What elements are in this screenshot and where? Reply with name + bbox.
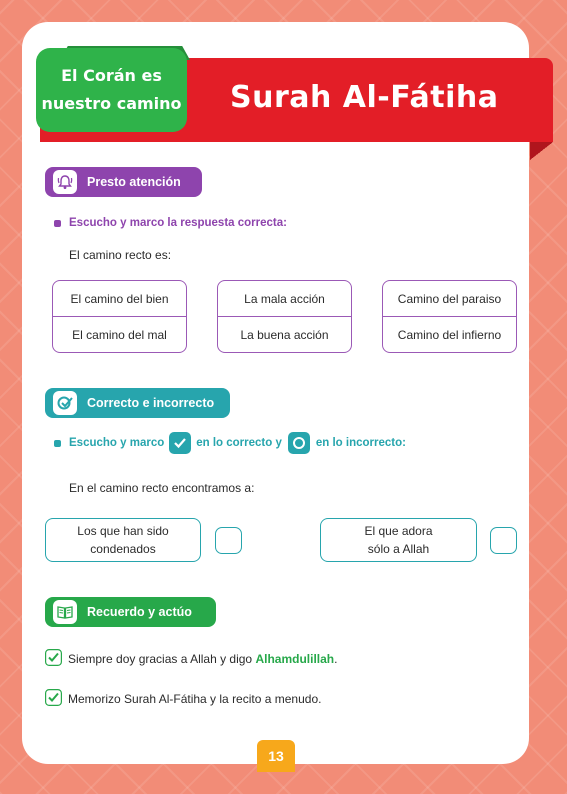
- option-camino-bien[interactable]: El camino del bien: [53, 281, 186, 317]
- section-recuerdo-actuo: [45, 597, 216, 627]
- practice-item-1: [45, 649, 337, 669]
- check-circle-icon: [53, 391, 77, 415]
- book-icon: [53, 600, 77, 624]
- instruction-text: Escucho y marco la respuesta correcta:: [69, 217, 287, 229]
- check-mark-icon: [169, 432, 191, 454]
- option-camino-paraiso[interactable]: Camino del paraiso: [383, 281, 516, 317]
- bullet-icon: [54, 220, 61, 227]
- answer-line: El que adora: [364, 524, 433, 538]
- page-number: 13: [257, 740, 295, 772]
- answer-line: condenados: [90, 542, 156, 556]
- mark-box-2[interactable]: [490, 527, 517, 554]
- option-group-2: [217, 280, 352, 353]
- practice-item-2: [45, 689, 321, 709]
- instruction-part2: en lo correcto y: [196, 437, 282, 449]
- answer-line: Los que han sido: [77, 524, 169, 538]
- bullet-icon: [54, 440, 61, 447]
- alhamdulillah-highlight: Alhamdulillah: [255, 652, 335, 666]
- bell-icon: [53, 170, 77, 194]
- option-group-3: [382, 280, 517, 353]
- section-label: Presto atención: [87, 175, 181, 189]
- answer-line: sólo a Allah: [367, 542, 430, 556]
- practice-text: Siempre doy gracias a Allah y digo: [68, 652, 256, 666]
- checkbox-checked-icon[interactable]: [45, 689, 68, 709]
- circle-mark-icon: [288, 432, 310, 454]
- option-camino-infierno[interactable]: Camino del infierno: [397, 328, 502, 342]
- answer-condenados: [45, 518, 201, 562]
- unit-tab-line2: nuestro camino: [41, 94, 182, 113]
- option-group-1: [52, 280, 187, 353]
- answer-adora-allah: [320, 518, 477, 562]
- instruction-part3: en lo incorrecto:: [315, 437, 406, 449]
- unit-tab-line1: El Corán es: [61, 66, 162, 85]
- page-title: Surah Al-Fátiha: [230, 80, 499, 115]
- section-presto-atencion: [45, 167, 202, 197]
- option-buena-accion[interactable]: La buena acción: [240, 328, 329, 342]
- prompt-text: El camino recto es:: [69, 248, 172, 262]
- prompt-text-2: En el camino recto encontramos a:: [69, 481, 255, 495]
- unit-tab: [36, 48, 187, 132]
- instruction-1: [54, 217, 287, 229]
- practice-text-end: .: [334, 652, 338, 666]
- instruction-2: [54, 432, 406, 454]
- option-camino-mal[interactable]: El camino del mal: [72, 328, 167, 342]
- section-correcto-incorrecto: [45, 388, 230, 418]
- section-label: Correcto e incorrecto: [87, 396, 215, 410]
- practice-text: Memorizo Surah Al-Fátiha y la recito a menudo.: [68, 692, 322, 706]
- banner-fold: [530, 142, 553, 160]
- checkbox-checked-icon[interactable]: [45, 649, 68, 669]
- mark-box-1[interactable]: [215, 527, 242, 554]
- option-mala-accion[interactable]: La mala acción: [218, 281, 351, 317]
- instruction-part1: Escucho y marco: [69, 437, 165, 449]
- section-label: Recuerdo y actúo: [87, 605, 192, 619]
